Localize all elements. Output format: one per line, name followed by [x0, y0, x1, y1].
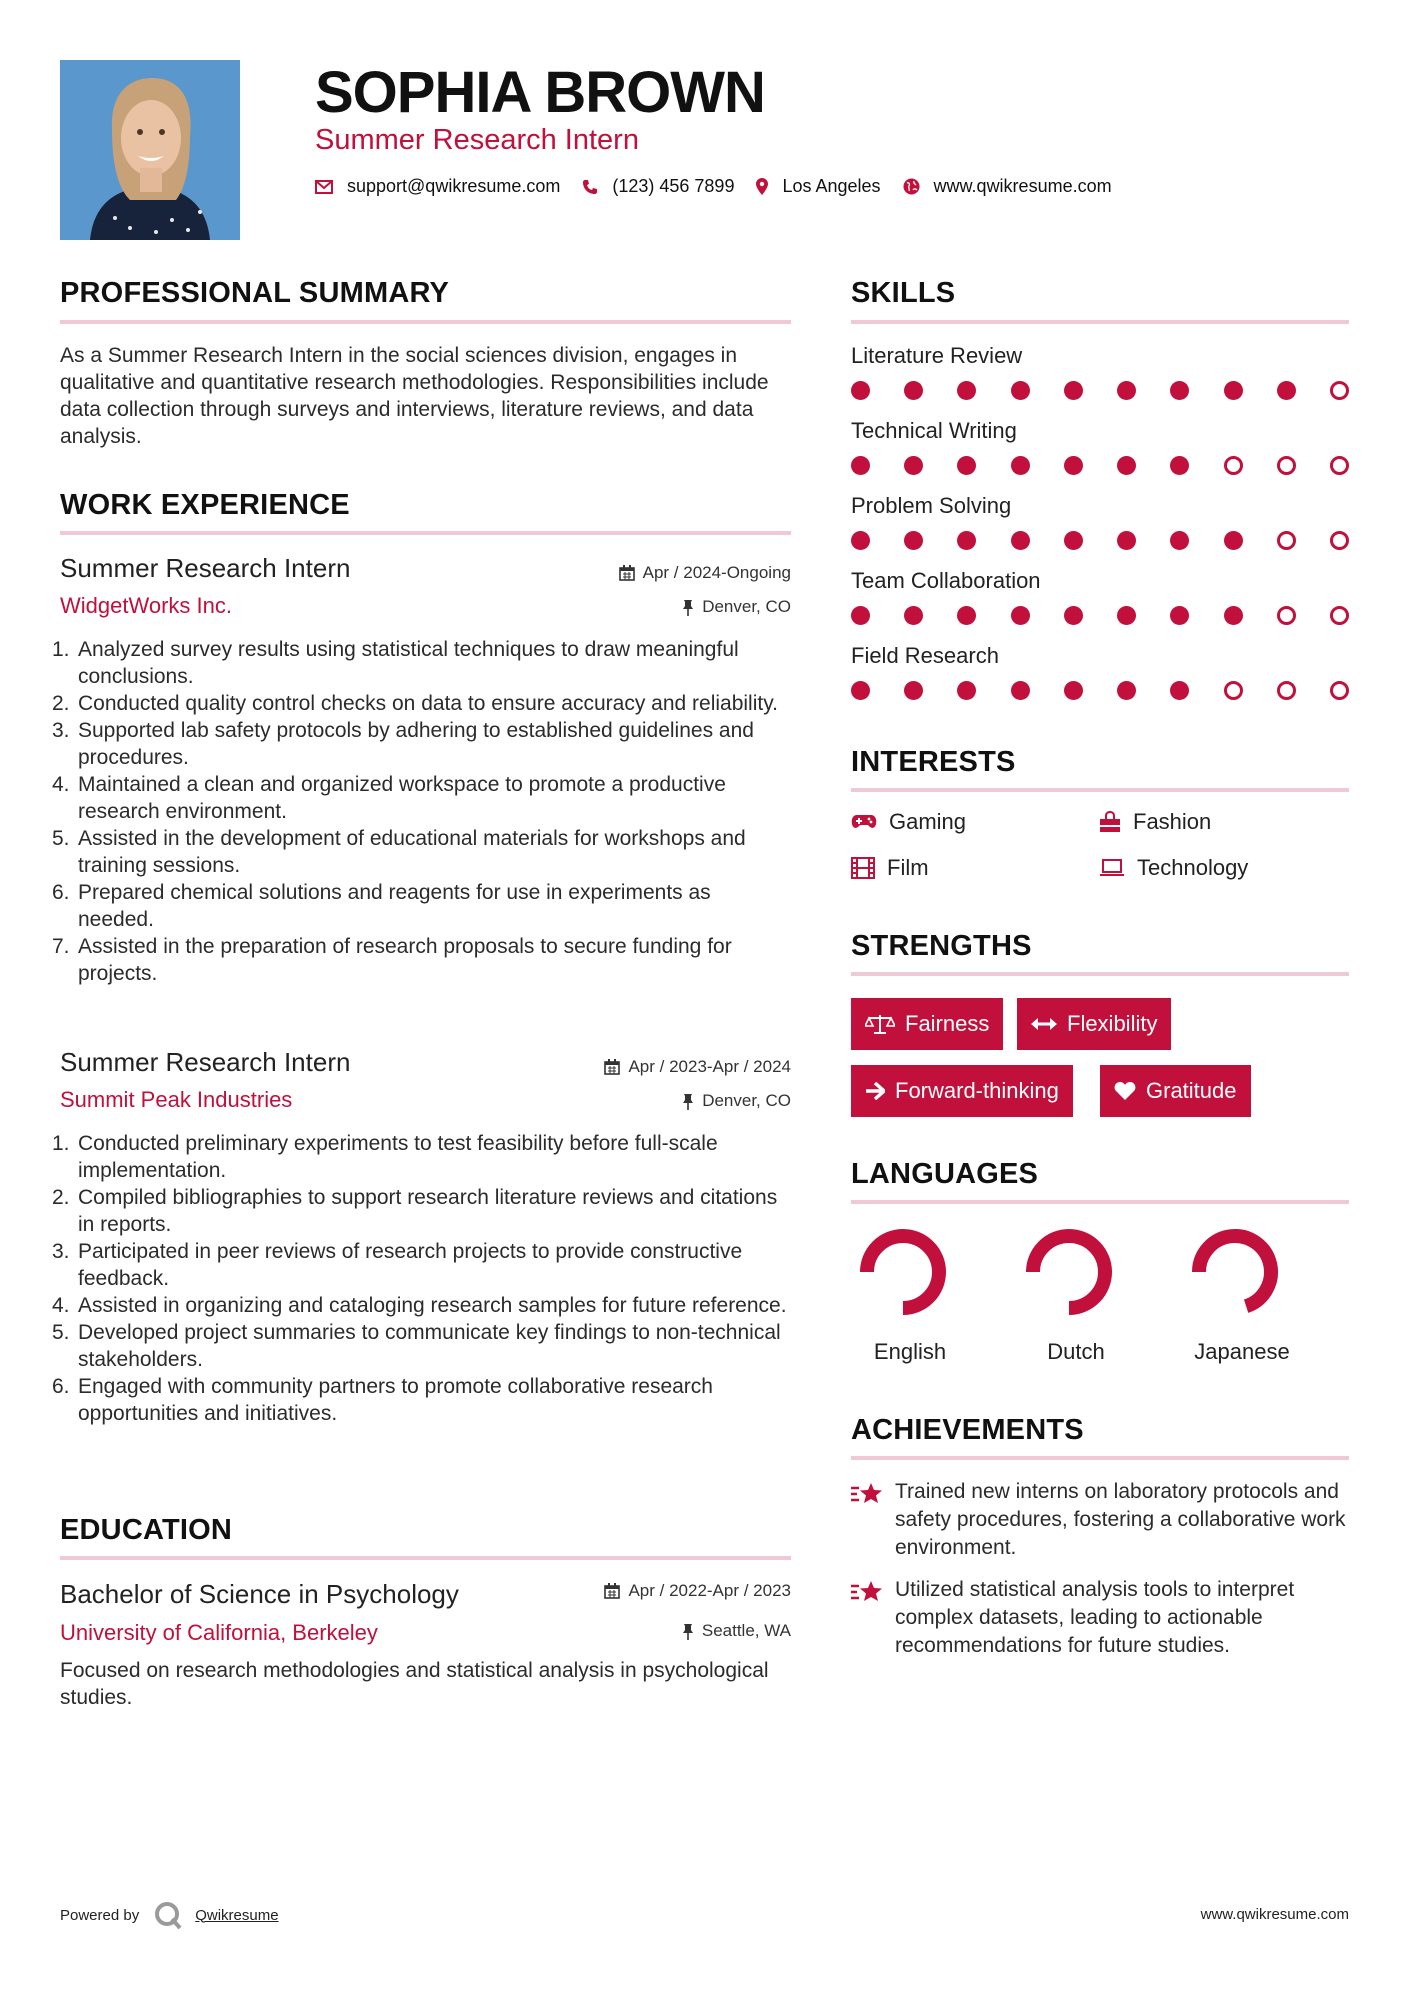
skill-dot-filled: [1224, 531, 1243, 550]
list-number: 3.: [52, 1240, 70, 1263]
list-text: Prepared chemical solutions and reagents for use in experiments as needed.: [78, 881, 711, 931]
interest-gaming: [851, 808, 966, 836]
education-school: University of California, Berkeley: [60, 1620, 378, 1645]
skill-dot-filled: [1064, 456, 1083, 475]
pushpin-icon: [682, 1623, 694, 1640]
language-label: English: [873, 1339, 947, 1364]
skill-rating: [851, 606, 1349, 626]
skill-dot-filled: [904, 606, 923, 625]
strength-tag-fairness: [851, 998, 1003, 1050]
shopping-bag-icon: [1099, 811, 1121, 833]
skill-dot-empty: [1224, 681, 1243, 700]
list-item: [52, 636, 792, 690]
job-1-location-text: Denver, CO: [702, 597, 791, 616]
job-2-dates: [604, 1056, 791, 1078]
skill-dot-filled: [1064, 381, 1083, 400]
skill-dot-filled: [904, 456, 923, 475]
job-2-role: Summer Research Intern: [60, 1047, 351, 1077]
list-item: [52, 1319, 792, 1373]
interest-label: Film: [887, 855, 929, 880]
interest-label: Fashion: [1133, 809, 1212, 834]
skill-name: Field Research: [851, 643, 999, 668]
skill-dot-filled: [1011, 381, 1030, 400]
skill-dot-empty: [1330, 456, 1349, 475]
list-number: 4.: [52, 773, 70, 796]
skill-dot-filled: [851, 456, 870, 475]
contact-email-text: support@qwikresume.com: [347, 176, 561, 196]
job-2-dates-text: Apr / 2023-Apr / 2024: [628, 1057, 791, 1076]
list-item: [52, 1238, 792, 1292]
interest-label: Technology: [1137, 855, 1249, 880]
achievements-heading: ACHIEVEMENTS: [851, 1414, 1084, 1446]
language-ring-japanese: [1199, 1236, 1271, 1306]
skill-rating: [851, 531, 1349, 551]
list-item: [52, 771, 792, 825]
strength-tag-forward-thinking: [851, 1065, 1073, 1117]
skill-dot-empty: [1277, 681, 1296, 700]
candidate-title: Summer Research Intern: [315, 124, 639, 156]
skill-dot-empty: [1277, 456, 1296, 475]
experience-heading: WORK EXPERIENCE: [60, 489, 350, 521]
skill-dot-filled: [957, 681, 976, 700]
skill-dot-filled: [1170, 381, 1189, 400]
skill-dot-empty: [1277, 531, 1296, 550]
heart-icon: [1114, 1081, 1136, 1101]
arrows-horizontal-icon: [1031, 1017, 1057, 1031]
job-1-duties: [52, 636, 792, 987]
contact-location-text: Los Angeles: [782, 176, 881, 196]
footer-website[interactable]: www.qwikresume.com: [1200, 1906, 1349, 1923]
laptop-icon: [1099, 859, 1125, 877]
skill-rating: [851, 456, 1349, 476]
education-heading: EDUCATION: [60, 1514, 233, 1546]
skill-dot-filled: [1170, 681, 1189, 700]
strength-tag-flexibility: [1017, 998, 1171, 1050]
list-text: Conducted preliminary experiments to test feasibility before full-scale implementation.: [78, 1132, 718, 1182]
strength-label: Flexibility: [1067, 1011, 1158, 1036]
contact-phone-text: (123) 456 7899: [612, 176, 735, 196]
achievements-divider: [851, 1456, 1349, 1460]
job-2-duties: [52, 1130, 792, 1427]
skill-dot-empty: [1330, 531, 1349, 550]
envelope-icon: [315, 180, 333, 194]
skill-dot-filled: [851, 606, 870, 625]
skill-name: Problem Solving: [851, 493, 1012, 518]
skill-dot-filled: [957, 456, 976, 475]
skill-dot-empty: [1330, 681, 1349, 700]
footer-brand-link[interactable]: Qwikresume: [195, 1906, 279, 1924]
experience-divider: [60, 531, 791, 535]
summary-text: As a Summer Research Intern in the social sciences division, engages in qualitative and quantitative research methodologies. Responsibilities include data collection through surveys and interviews, literature reviews, and data analysis.: [60, 344, 769, 448]
skill-dot-empty: [1330, 606, 1349, 625]
skill-rating: [851, 681, 1349, 701]
language-ring-english: [867, 1236, 939, 1308]
skill-dot-filled: [1064, 681, 1083, 700]
list-item: [52, 690, 792, 717]
qwikresume-logo-icon: [153, 1900, 183, 1930]
education-divider: [60, 1556, 791, 1560]
skill-dot-filled: [851, 381, 870, 400]
skill-dot-filled: [851, 531, 870, 550]
list-number: 4.: [52, 1294, 70, 1317]
pushpin-icon: [682, 1093, 694, 1110]
list-item: [52, 825, 792, 879]
list-text: Developed project summaries to communicate key findings to non-technical stakeholders.: [78, 1321, 781, 1371]
globe-icon: [903, 178, 920, 195]
calendar-icon: [604, 1583, 620, 1599]
job-1-location: [682, 596, 791, 618]
list-item: [52, 1292, 792, 1319]
list-number: 1.: [52, 1132, 70, 1155]
skill-dot-filled: [851, 681, 870, 700]
achievement-item: [851, 1576, 1361, 1660]
skill-dot-filled: [904, 381, 923, 400]
list-text: Assisted in the development of educational materials for workshops and training sessions.: [78, 827, 746, 877]
skills-heading: SKILLS: [851, 277, 956, 309]
skill-dot-filled: [1117, 606, 1136, 625]
skill-dot-filled: [1117, 531, 1136, 550]
skill-dot-filled: [957, 531, 976, 550]
skill-dot-filled: [1117, 681, 1136, 700]
gamepad-icon: [851, 814, 877, 830]
language-ring-dutch: [1033, 1236, 1105, 1308]
list-text: Analyzed survey results using statistical techniques to draw meaningful conclusions.: [78, 638, 739, 688]
list-item: [52, 879, 792, 933]
education-location-text: Seattle, WA: [701, 1621, 791, 1640]
list-item: [52, 1184, 792, 1238]
achievement-star-icon: [851, 1478, 895, 1562]
skill-dot-filled: [957, 381, 976, 400]
education-location: [682, 1620, 791, 1642]
language-label: Japanese: [1194, 1339, 1290, 1364]
strength-label: Gratitude: [1146, 1078, 1237, 1103]
job-1-role: Summer Research Intern: [60, 553, 351, 583]
skill-dot-filled: [1117, 456, 1136, 475]
languages-heading: LANGUAGES: [851, 1158, 1039, 1190]
strength-tag-gratitude: [1100, 1065, 1251, 1117]
strengths-divider: [851, 972, 1349, 976]
list-text: Maintained a clean and organized workspace to promote a productive research environment.: [78, 773, 726, 823]
summary-heading: PROFESSIONAL SUMMARY: [60, 277, 450, 309]
list-text: Supported lab safety protocols by adhering to established guidelines and procedures.: [78, 719, 754, 769]
contact-phone[interactable]: [582, 176, 734, 197]
interest-fashion: [1099, 808, 1211, 836]
arrow-right-icon: [865, 1082, 885, 1100]
profile-photo: [60, 60, 240, 240]
list-number: 5.: [52, 1321, 70, 1344]
skill-name: Literature Review: [851, 343, 1023, 368]
skill-dot-filled: [1064, 606, 1083, 625]
list-number: 2.: [52, 692, 70, 715]
skill-dot-empty: [1224, 456, 1243, 475]
skill-dot-filled: [1277, 381, 1296, 400]
candidate-name: SOPHIA BROWN: [315, 60, 765, 125]
skill-dot-filled: [1224, 606, 1243, 625]
list-item: [52, 1373, 792, 1427]
list-text: Engaged with community partners to promote collaborative research opportunities and initiatives.: [78, 1375, 713, 1425]
interest-film: [851, 854, 929, 882]
contact-website-text: www.qwikresume.com: [933, 176, 1112, 196]
skill-dot-filled: [957, 606, 976, 625]
skill-dot-filled: [1011, 531, 1030, 550]
list-text: Assisted in organizing and cataloging research samples for future reference.: [78, 1294, 787, 1317]
skill-dot-filled: [1064, 531, 1083, 550]
interest-label: Gaming: [889, 809, 967, 834]
skill-dot-filled: [1170, 606, 1189, 625]
achievement-star-icon: [851, 1576, 895, 1660]
job-2-location: [682, 1090, 791, 1112]
skill-rating: [851, 381, 1349, 401]
footer-powered-by: [60, 1900, 279, 1930]
list-number: 1.: [52, 638, 70, 661]
skill-dot-empty: [1330, 381, 1349, 400]
list-text: Compiled bibliographies to support research literature reviews and citations in reports.: [78, 1186, 778, 1236]
strength-label: Forward-thinking: [895, 1078, 1059, 1103]
skills-divider: [851, 320, 1349, 324]
interest-technology: [1099, 854, 1248, 882]
pushpin-icon: [682, 599, 694, 616]
list-number: 6.: [52, 1375, 70, 1398]
contact-email[interactable]: [315, 176, 560, 197]
skill-dot-filled: [1011, 456, 1030, 475]
list-item: [52, 717, 792, 771]
list-item: [52, 1130, 792, 1184]
job-2-location-text: Denver, CO: [702, 1091, 791, 1110]
achievement-text: Utilized statistical analysis tools to interpret complex datasets, leading to actionable recommendations for future studies.: [895, 1578, 1295, 1657]
skill-dot-filled: [1117, 381, 1136, 400]
education-degree: Bachelor of Science in Psychology: [60, 1579, 459, 1609]
list-number: 2.: [52, 1186, 70, 1209]
achievement-item: [851, 1478, 1361, 1562]
achievement-text: Trained new interns on laboratory protocols and safety procedures, fostering a collaborative work environment.: [895, 1480, 1346, 1559]
language-rings: [851, 1220, 1349, 1340]
summary-divider: [60, 320, 791, 324]
list-text: Assisted in the preparation of research proposals to secure funding for projects.: [78, 935, 732, 985]
list-number: 3.: [52, 719, 70, 742]
job-2-company: Summit Peak Industries: [60, 1087, 293, 1112]
skill-dot-filled: [1011, 606, 1030, 625]
skill-dot-filled: [904, 531, 923, 550]
interests-heading: INTERESTS: [851, 746, 1016, 778]
skill-name: Technical Writing: [851, 418, 1017, 443]
phone-icon: [582, 179, 598, 195]
skill-name: Team Collaboration: [851, 568, 1041, 593]
skill-dot-empty: [1277, 606, 1296, 625]
interests-divider: [851, 788, 1349, 792]
list-number: 6.: [52, 881, 70, 904]
skill-dot-filled: [904, 681, 923, 700]
list-text: Conducted quality control checks on data to ensure accuracy and reliability.: [78, 692, 779, 715]
education-dates-text: Apr / 2022-Apr / 2023: [628, 1581, 791, 1600]
skill-dot-filled: [1011, 681, 1030, 700]
contact-website[interactable]: [903, 176, 1112, 197]
strengths-heading: STRENGTHS: [851, 930, 1032, 962]
map-pin-icon: [756, 178, 768, 195]
list-item: [52, 933, 792, 987]
job-1-dates: [619, 562, 791, 584]
list-number: 7.: [52, 935, 70, 958]
film-icon: [851, 857, 875, 879]
language-label: Dutch: [1047, 1339, 1105, 1364]
calendar-icon: [604, 1059, 620, 1075]
contact-location: [756, 176, 880, 197]
job-1-company: WidgetWorks Inc.: [60, 593, 232, 618]
skill-dot-filled: [1170, 531, 1189, 550]
education-description: Focused on research methodologies and statistical analysis in psychological studies.: [60, 1659, 769, 1709]
strength-label: Fairness: [905, 1011, 990, 1036]
skill-dot-filled: [1224, 381, 1243, 400]
powered-by-label: Powered by: [60, 1906, 140, 1924]
list-number: 5.: [52, 827, 70, 850]
contact-bar: [315, 176, 1134, 197]
balance-scale-icon: [865, 1013, 895, 1035]
skill-dot-filled: [1170, 456, 1189, 475]
languages-divider: [851, 1200, 1349, 1204]
education-dates: [604, 1580, 791, 1602]
job-1-dates-text: Apr / 2024-Ongoing: [642, 563, 791, 582]
calendar-icon: [619, 565, 635, 581]
list-text: Participated in peer reviews of research projects to provide constructive feedback.: [78, 1240, 743, 1290]
